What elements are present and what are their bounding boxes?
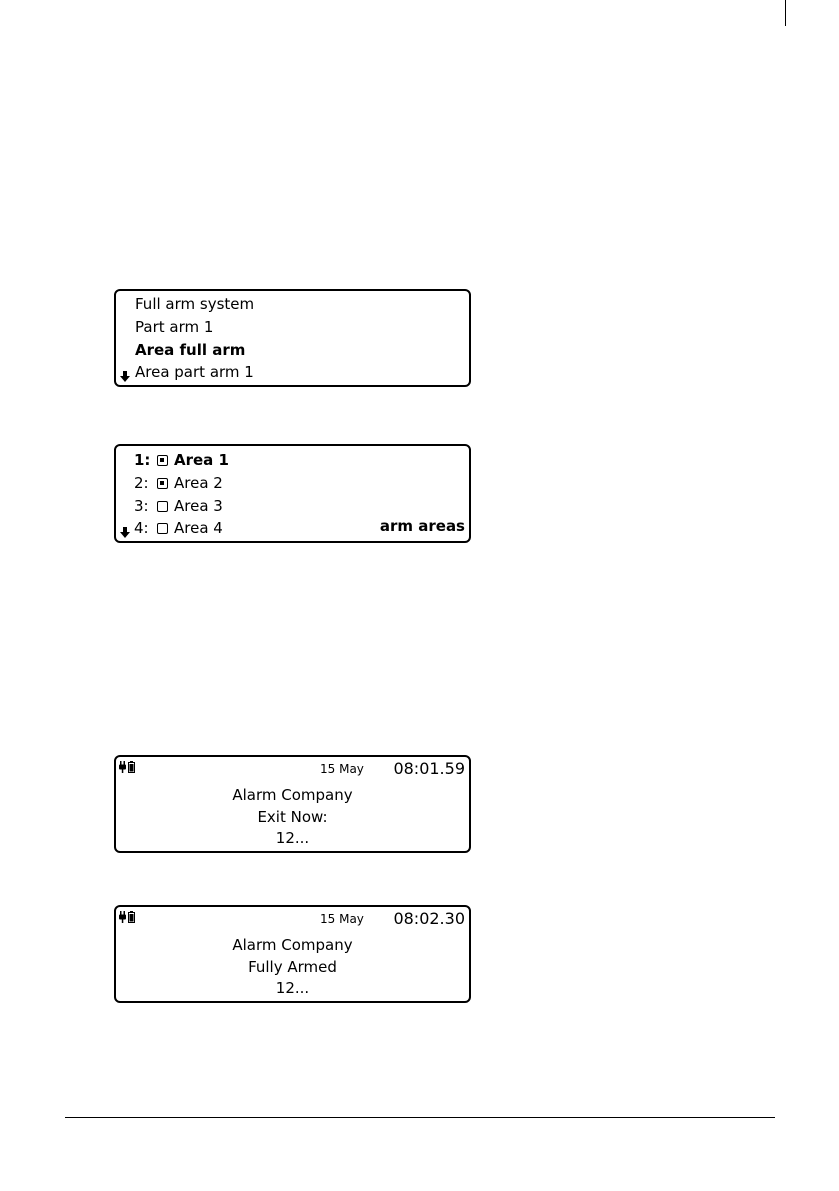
lcd-area-select-screen (114, 444, 471, 543)
lcd-status-screen-armed (114, 905, 471, 1003)
menu-item-area-full-arm[interactable]: Area full arm (135, 341, 246, 359)
lcd-menu-screen (114, 289, 471, 387)
area-row-3[interactable] (134, 497, 223, 515)
code-entry: 12... (275, 829, 310, 847)
lcd-status-screen-exit (114, 755, 471, 853)
status-icons (119, 911, 135, 923)
menu-item-area-part-arm[interactable]: Area part arm 1 (135, 363, 254, 381)
company-name: Alarm Company (232, 936, 353, 954)
down-arrow-icon (120, 527, 130, 539)
date-display: 15 May (320, 762, 364, 776)
checked-box-icon[interactable] (157, 478, 168, 489)
area-row-2[interactable] (134, 474, 223, 492)
area-label: Area 2 (174, 474, 223, 492)
area-number: 4: (134, 519, 149, 537)
area-row-4[interactable] (134, 519, 223, 537)
battery-icon (128, 761, 135, 773)
area-label: Area 4 (174, 519, 223, 537)
unchecked-box-icon[interactable] (157, 523, 168, 534)
code-entry: 12... (275, 979, 310, 997)
area-number: 2: (134, 474, 149, 492)
menu-item-full-arm[interactable]: Full arm system (135, 295, 255, 313)
mains-power-icon (119, 761, 126, 773)
crop-mark (785, 0, 786, 26)
area-number: 3: (134, 497, 149, 515)
menu-item-part-arm[interactable]: Part arm 1 (135, 318, 214, 336)
area-row-1[interactable] (134, 451, 229, 469)
footer-rule (65, 1117, 775, 1118)
area-number: 1: (134, 451, 151, 469)
area-label: Area 3 (174, 497, 223, 515)
company-name: Alarm Company (232, 786, 353, 804)
arm-areas-softkey[interactable]: arm areas (379, 517, 465, 535)
status-icons (119, 761, 135, 773)
status-message: Fully Armed (248, 958, 337, 976)
area-label: Area 1 (174, 451, 229, 469)
checked-box-icon[interactable] (157, 455, 168, 466)
time-display: 08:01.59 (393, 759, 465, 778)
time-display: 08:02.30 (393, 909, 465, 928)
down-arrow-icon (120, 371, 130, 383)
unchecked-box-icon[interactable] (157, 501, 168, 512)
status-message: Exit Now: (257, 808, 328, 826)
mains-power-icon (119, 911, 126, 923)
date-display: 15 May (320, 912, 364, 926)
battery-icon (128, 911, 135, 923)
